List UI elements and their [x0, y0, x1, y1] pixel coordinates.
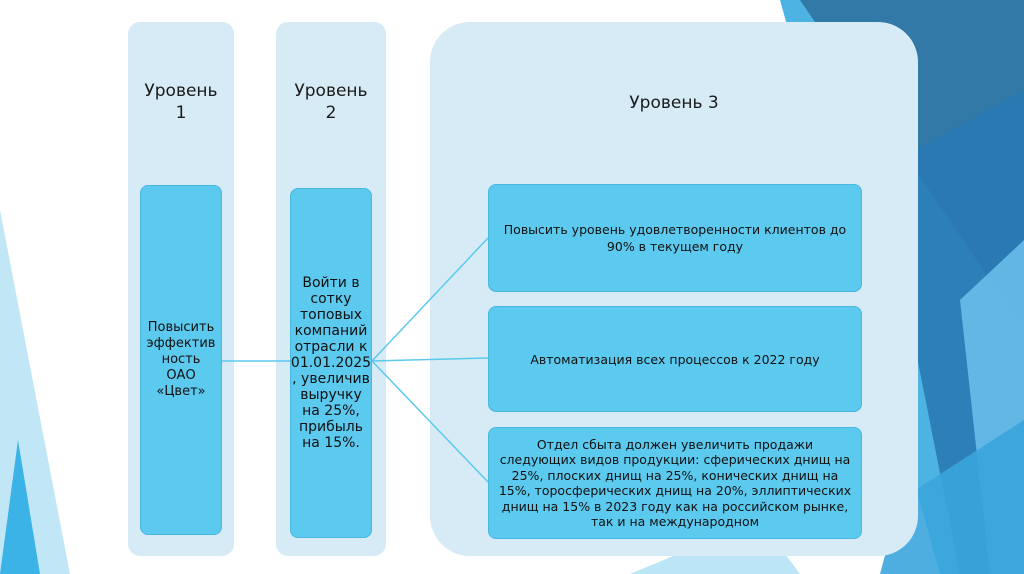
level-3-goal-1 — [488, 184, 862, 292]
level-3-goal-1-text: Повысить уровень удовлетворенности клиентов до 90% в текущем году — [503, 222, 847, 254]
level-3-panel — [430, 22, 918, 556]
level-3-goal-2-text: Автоматизация всех процессов к 2022 году — [530, 351, 820, 367]
level-2-goal — [290, 188, 372, 538]
level-1-goal-text: Повысить эффектив ность ОАО «Цвет» — [146, 320, 216, 399]
level-3-title: Уровень 3 — [629, 93, 719, 113]
level-3-goal-2 — [488, 306, 862, 412]
level-2-title: Уровень 2 — [294, 81, 368, 123]
level-1-panel — [128, 22, 234, 556]
level-1-title: Уровень 1 — [144, 81, 218, 123]
level-2-goal-text: Войти в сотку топовых компаний отрасли к 01.01.2025 , увеличив выручку на 25%, прибыль на 15%. — [290, 275, 372, 451]
level-3-goal-3-text: Отдел сбыта должен увеличить продажи следующих видов продукции: сферических днищ на 25%, плоских днищ на 25%, конических днищ на 15%, торосферических днищ на 20%, эллиптических днищ на 15% в 2023 году как на российском рынке, так и на международном — [498, 436, 852, 529]
level-3-goal-3 — [488, 427, 862, 539]
level-1-goal — [140, 185, 222, 535]
level-2-panel — [276, 22, 386, 556]
